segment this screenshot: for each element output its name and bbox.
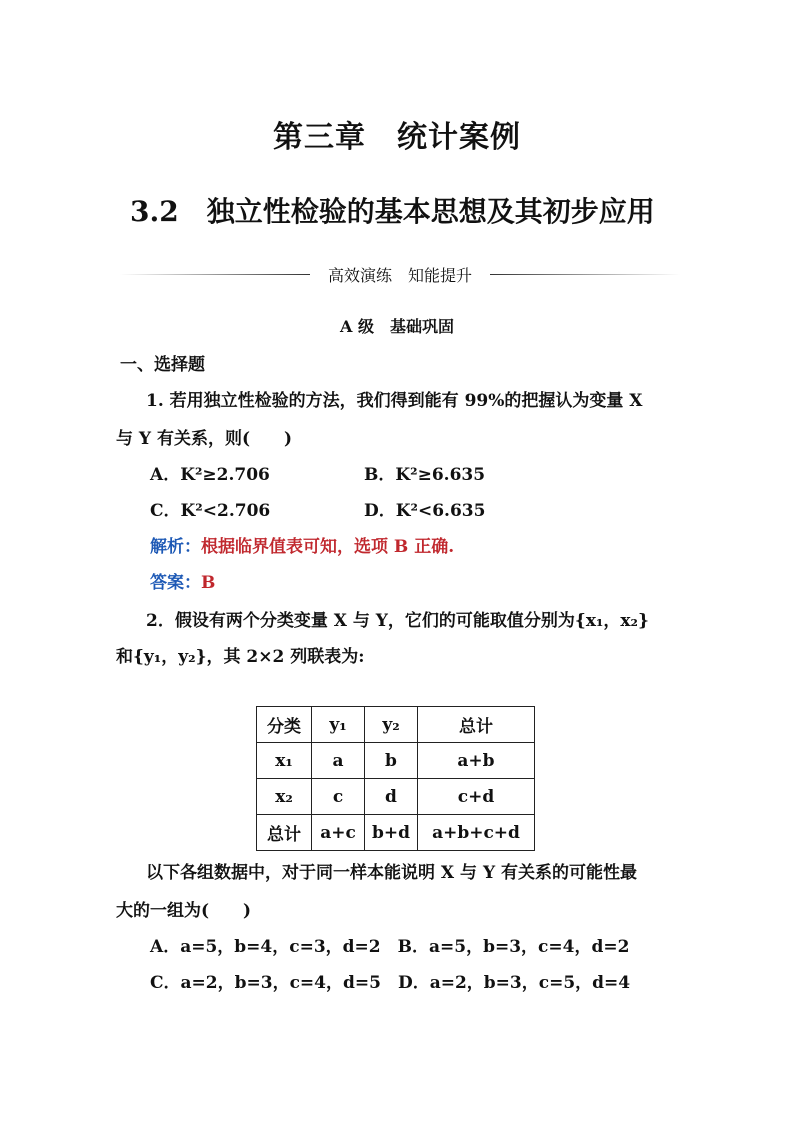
table-row bbox=[257, 743, 535, 779]
table-cell: 总计 bbox=[418, 707, 535, 743]
table-cell: b+d bbox=[365, 815, 418, 851]
q2-options-cd: C．a=2，b=3，c=4，d=5 D．a=2，b=3，c=5，d=4 bbox=[150, 973, 631, 993]
section-number: 3.2 bbox=[130, 195, 179, 228]
q2-after-line1: 以下各组数据中，对于同一样本能说明 X 与 Y 有关系的可能性最 bbox=[146, 863, 637, 883]
table-row bbox=[257, 779, 535, 815]
q2-stem-line1: 2．假设有两个分类变量 X 与 Y，它们的可能取值分别为{x₁，x₂} bbox=[146, 611, 649, 631]
q1-option-c: C．K²<2.706 bbox=[150, 501, 271, 521]
contingency-table bbox=[256, 706, 535, 851]
table-row bbox=[257, 815, 535, 851]
section-title: 独立性检验的基本思想及其初步应用 bbox=[206, 195, 655, 228]
q2-after-line2: 大的一组为( ) bbox=[116, 901, 252, 921]
q1-answer bbox=[150, 568, 215, 593]
table-cell: x₂ bbox=[257, 779, 312, 815]
table-cell: a+c bbox=[312, 815, 365, 851]
table-cell: c bbox=[312, 779, 365, 815]
table-cell: y₂ bbox=[365, 707, 418, 743]
table-cell: c+d bbox=[418, 779, 535, 815]
q2-stem-line2: 和{y₁，y₂}，其 2×2 列联表为: bbox=[116, 647, 365, 667]
table-cell: a+b+c+d bbox=[418, 815, 535, 851]
table-cell: a+b bbox=[418, 743, 535, 779]
answer-label: 答案： bbox=[150, 573, 201, 593]
answer-value: B bbox=[201, 573, 216, 593]
analysis-text: 根据临界值表可知，选项 B 正确. bbox=[201, 537, 455, 557]
table-cell: d bbox=[365, 779, 418, 815]
q1-analysis bbox=[150, 532, 454, 557]
q1-stem-line1: 1. 若用独立性检验的方法，我们得到能有 99%的把握认为变量 X bbox=[146, 391, 643, 411]
table-cell: 总计 bbox=[257, 815, 312, 851]
table-cell: y₁ bbox=[312, 707, 365, 743]
part-title: 一、选择题 bbox=[120, 355, 205, 375]
divider-line-right bbox=[490, 274, 680, 275]
table-cell: x₁ bbox=[257, 743, 312, 779]
chapter-title: 第三章 统计案例 bbox=[273, 120, 521, 155]
table-header-row bbox=[257, 707, 535, 743]
divider-text: 高效演练 知能提升 bbox=[327, 266, 472, 285]
q2-options-ab: A．a=5，b=4，c=3，d=2 B．a=5，b=3，c=4，d=2 bbox=[150, 937, 630, 957]
q1-stem-line2: 与 Y 有关系，则( ) bbox=[116, 429, 293, 449]
table-cell: a bbox=[312, 743, 365, 779]
table-cell: 分类 bbox=[257, 707, 312, 743]
q1-option-a: A．K²≥2.706 bbox=[150, 465, 270, 485]
section-heading bbox=[130, 190, 655, 230]
q1-option-d: D．K²<6.635 bbox=[364, 501, 486, 521]
level-heading: A 级 基础巩固 bbox=[340, 317, 454, 336]
analysis-label: 解析： bbox=[150, 537, 201, 557]
q1-option-b: B．K²≥6.635 bbox=[364, 465, 486, 485]
table-cell: b bbox=[365, 743, 418, 779]
section-divider bbox=[120, 262, 680, 286]
